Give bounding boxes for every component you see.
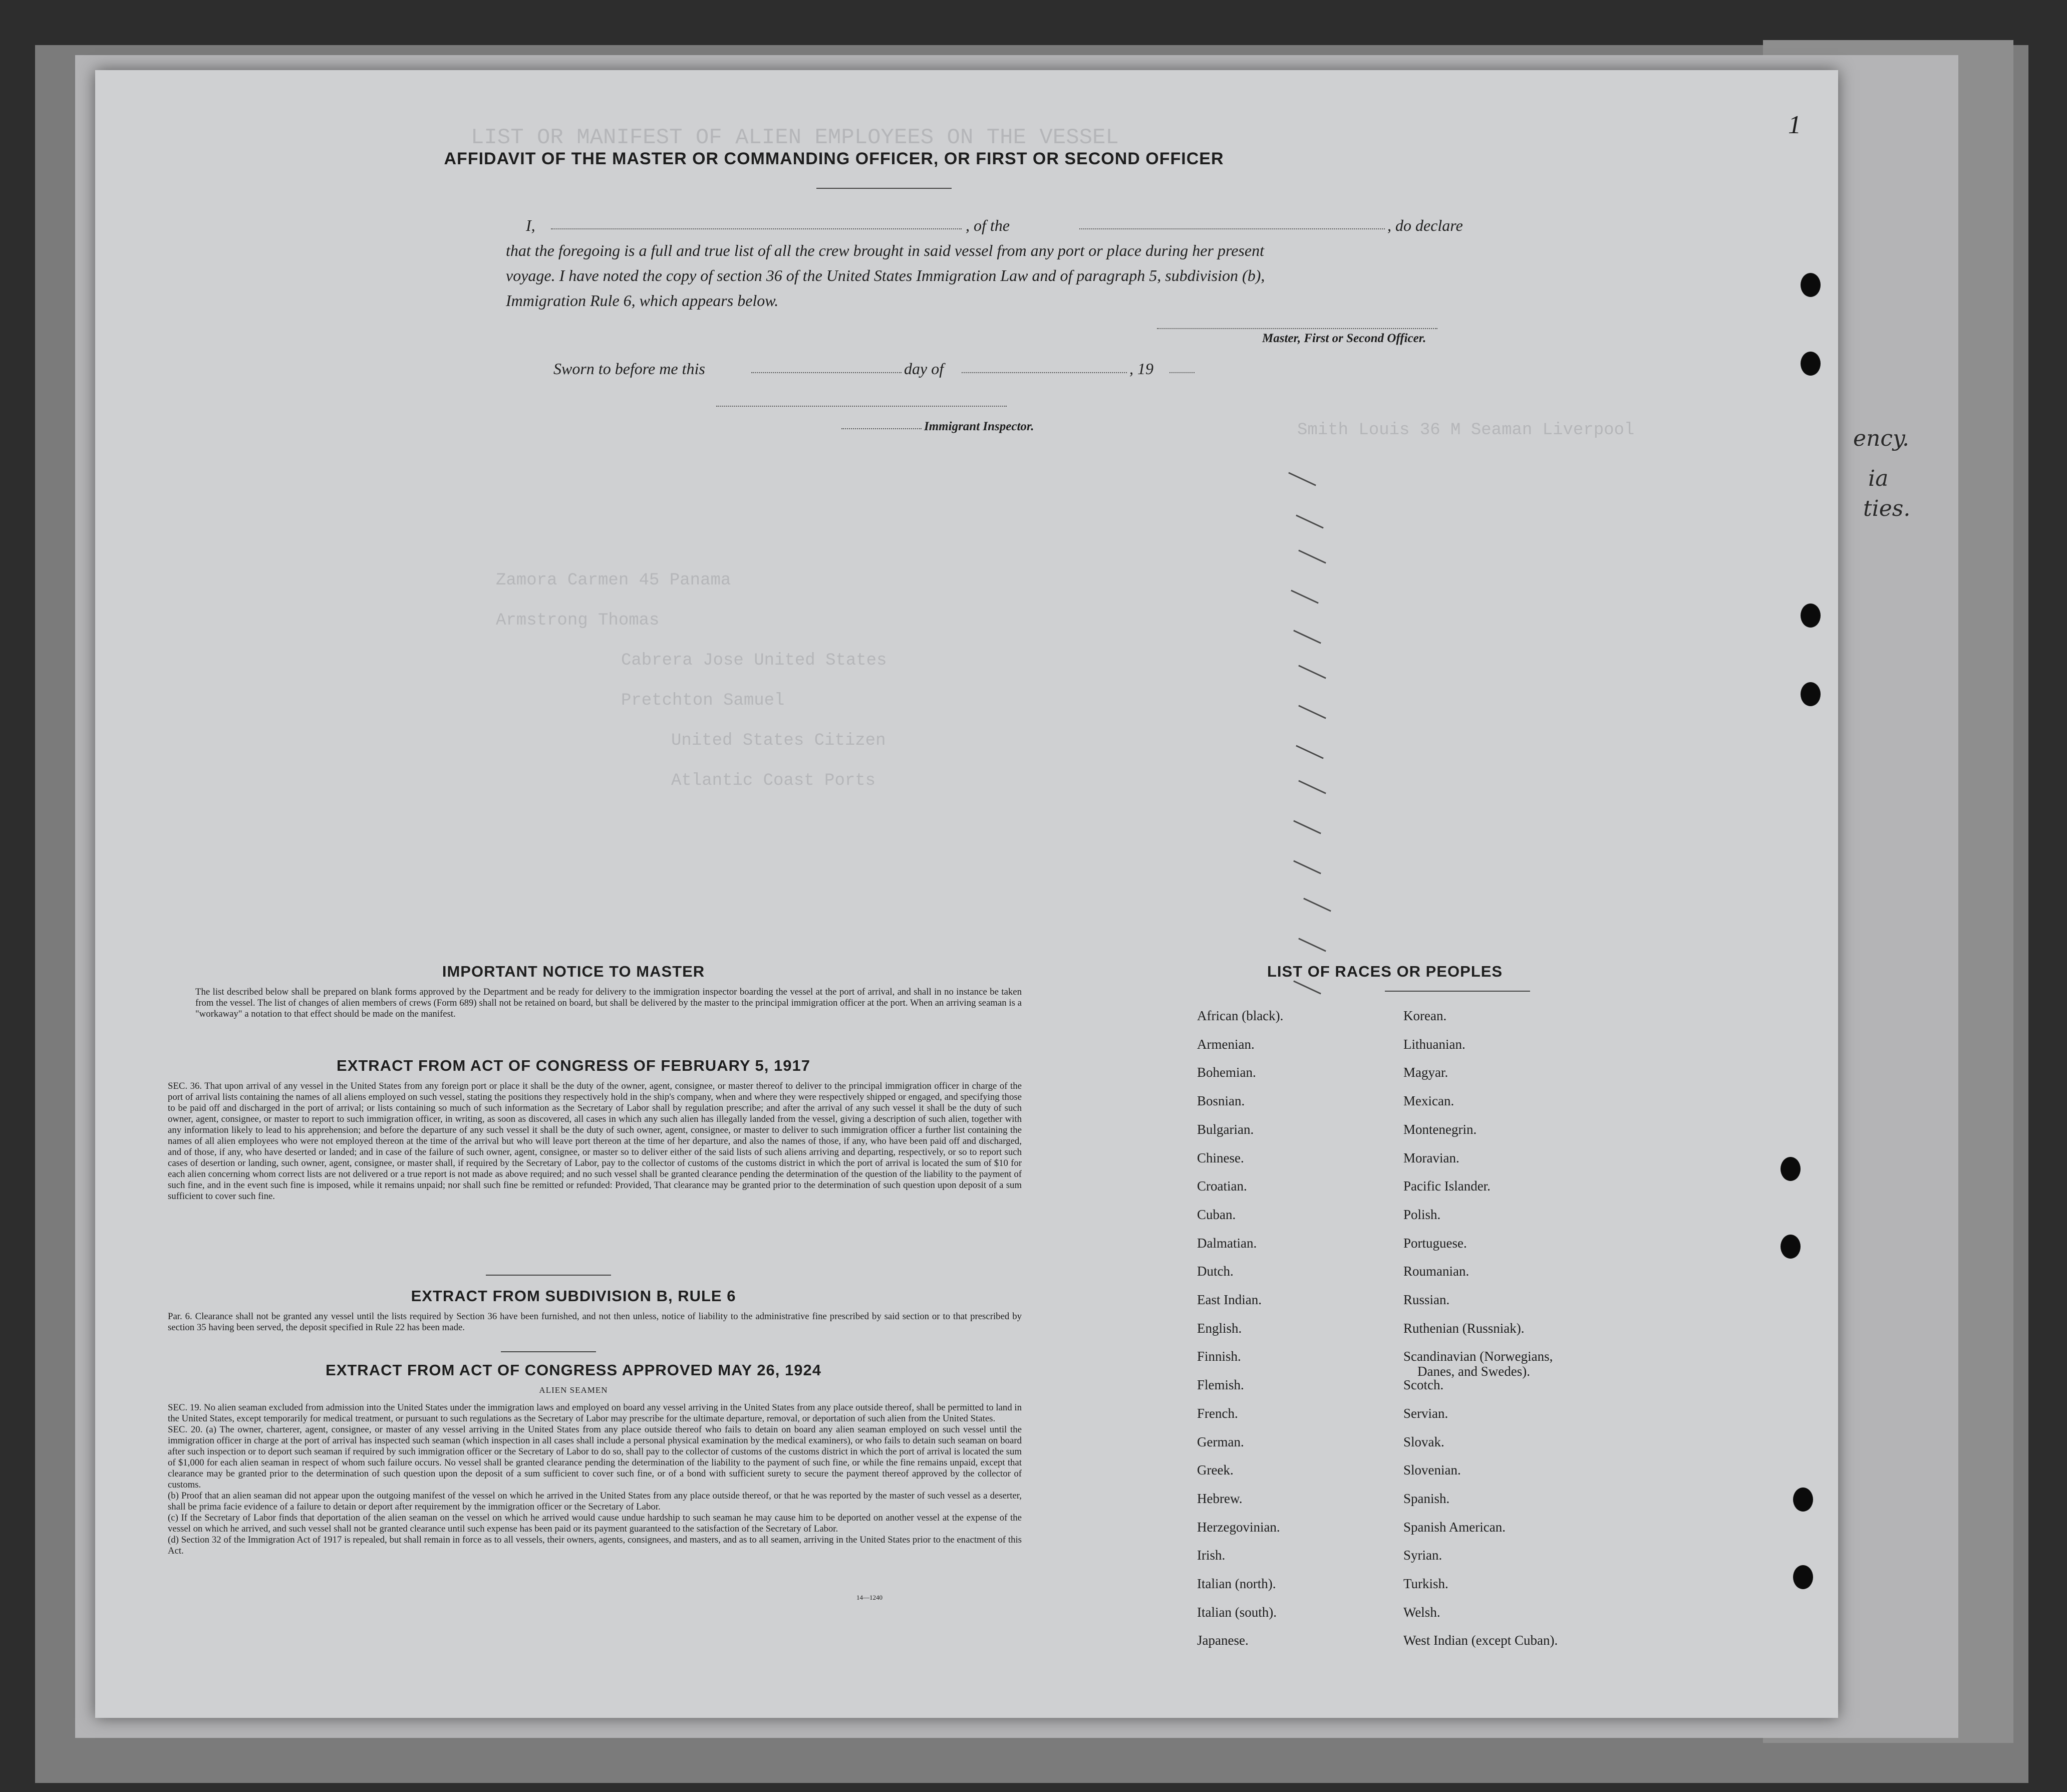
race-right-5: Moravian. [1403,1150,1459,1165]
handwritten-note-3: ties. [1863,496,1911,521]
race-left-1: Armenian. [1197,1036,1255,1052]
affidavit-i: I, [526,216,535,234]
sec-20a: SEC. 20. (a) The owner, charterer, agent, consignee, or master of any vessel arriving in the United States from any place outside thereof who fails to detain on board any alien seaman employed on such vessel until the immigration officer in charge at the port of arrival has inspected such seaman (which inspection in all cases shall include a personal physical examination by the medical examiners), or who fails to detain such seaman on board after such inspection or to deport such seaman if required by such immigration officer or the Secretary of Labor to do so, shall pay to the collector of customs of the customs district in which the port of arrival is located the sum of $1,000 for each alien seaman in respect of whom such failure occurs. No vessel shall be granted clearance pending the determination of the liability to the payment of such fine, or while the fine remains unpaid, except that clearance may be granted prior to the determination of such question upon the deposit of a sum sufficient to cover such fine, or of a bond with sufficient surety to secure the payment thereof approved by the collector of customs. [168,1424,1022,1490]
race-right-9: Roumanian. [1403,1264,1469,1279]
extract-1917-body: SEC. 36. That upon arrival of any vessel in the United States from any foreign port or place it shall be the duty of the owner, agent, consignee, or master thereof to deliver to the principal immigration officer in charge of the port of arrival lists containing the names of all aliens employed on such vessel, stating the positions they respectively hold in the ship's company, when and where they were respectively shipped or engaged, and specifying those to be paid off and discharged in the port of arrival; or lists containing so much of such information as the Secretary of Labor shall by regulation prescribe; and after the arrival of any such vessel it shall be the duty of such owner, agent, consignee, or master to report to such immigration officer, in writing, as soon as discovered, all cases in which any such alien has illegally landed from the vessel, giving a description of such alien, together with any information likely to lead to his apprehension; and before the departure of any such vessel it shall be the duty of such owner, agent, consignee, or master to deliver to such immigration officer a further list containing the names of all alien employees who were not employed thereon at the time of the arrival but who will leave port thereon at the time of her departure, and also the names of those, if any, who have been paid off and discharged, and of those, if any, who have deserted or landed; and in case of the failure of such owner, agent, consignee, or master so to deliver either of the said lists of such aliens arriving and departing, respectively, or so to report such cases of desertion or landing, such owner, agent, consignee, or master shall, if required by the Secretary of Labor, pay to the collector of customs of the customs district in which the port of arrival is located the sum of $10 for each alien concerning whom correct lists are not delivered or a true report is not made as above required; and no such vessel shall be granted clearance pending the determination of the question of the liability to the payment of such fine, and in the event such fine is imposed, while it remains unpaid; nor shall such fine be remitted or refunded: Provided, That clearance may be granted prior to the determination of such question upon deposit of a sum sufficient to cover such fine. [168,1081,1022,1202]
extract-rule6-body: Par. 6. Clearance shall not be granted any vessel until the lists required by Section 36 have been furnished, and not then unless, notice of liability to the administrative fine prescribed by said section or to that prescribed by section 35 having been served, the deposit specified in Rule 22 has been made. [168,1311,1022,1333]
punch-hole [1781,1235,1801,1259]
race-right-16: Slovak. [1403,1434,1444,1449]
race-left-0: African (black). [1197,1008,1284,1023]
race-left-15: German. [1197,1434,1244,1449]
sworn-day: day of [904,360,944,378]
race-right-1: Lithuanian. [1403,1036,1465,1052]
punch-hole [1781,1157,1801,1181]
sworn-prefix: Sworn to before me this [553,360,705,378]
extract-1924-body [168,1402,1022,1557]
notice-body: The list described below shall be prepared on blank forms approved by the Department and be ready for delivery to the immigration inspector boarding the vessel at the port of arrival, and shall in no instance be taken from the vessel. The list of changes of alien members of crews (Form 689) shall not be retained on board, but shall be delivered by the master to the principal immigration officer at the port. When an arriving seaman is a "workaway" a notation to that effect should be made on the manifest. [195,987,1022,1019]
punch-hole [1801,604,1821,628]
affidavit-declare: , do declare [1387,216,1463,234]
sworn-date-blank [751,372,902,373]
race-right-22: Welsh. [1403,1604,1440,1620]
notice-title: IMPORTANT NOTICE TO MASTER [442,963,705,980]
race-left-8: Dalmatian. [1197,1235,1257,1251]
race-left-10: East Indian. [1197,1292,1262,1307]
race-right-4: Montenegrin. [1403,1121,1477,1137]
race-right-7: Polish. [1403,1207,1441,1222]
sec-20b: (b) Proof that an alien seaman did not appear upon the outgoing manifest of the vessel on which he arrived in the United States from any place outside thereof, or that he was reported by the master of such vessel as a deserter, shall be prima facie evidence of a failure to detain or deport after requirement by the immigration officer or the Secretary of Labor. [168,1490,1022,1512]
race-right-10: Russian. [1403,1292,1450,1307]
affidavit-title: AFFIDAVIT OF THE MASTER OR COMMANDING OFFICER, OR FIRST OR SECOND OFFICER [444,149,1224,168]
section-rule [486,1275,611,1276]
name-blank [551,228,962,229]
sworn-year: , 19 [1129,360,1153,378]
race-left-22: Japanese. [1197,1633,1249,1648]
affidavit-page: LIST OR MANIFEST OF ALIEN EMPLOYEES ON THE VESSEL Smith Louis 36 M Seaman Liverpool Zamora Carmen 45 Panama Armstrong Thomas Cabrera Jose United States Pretchton Samuel United States Citizen Atlantic Coast Ports 1 AFFIDAVIT OF THE MASTER OR COMMANDING OFFICER, OR FIRST OR SECOND OFFICER I, , of the , do declare that the foregoing is a full and true list of all the crew brought in said vessel from any port or place during her present voyage. I have noted the copy of section 36 of the United States Immigration Law and of paragraph 5, subdivision (b), Immigration Rule 6, which appears below. Master, First or Second Officer. Sworn to before me this day of , 19 Immigrant Inspector. IMPORTANT NOTICE TO MASTER The list described below shall be prepared on blank forms approved by the Department and be ready for delivery to the immigration inspector boarding the vessel at the port of arrival, and shall in no instance be taken from the vessel. The list of changes of alien members of crews (Form 689) shall not be retained on board, but shall be delivered by the master to the principal immigration officer at the port. When an arriving seaman is a "workaway" a notation to that effect should be made on the manifest. EXTRACT FROM ACT OF CONGRESS OF FEBRUARY 5, 1917 SEC. 36. That upon arrival of any vessel in the United States from any foreign port or place it shall be the duty of the owner, agent, consignee, or master thereof to deliver to the principal immigration officer in charge of the port of arrival lists containing the names of all aliens employed on such vessel, stating the positions they respectively hold in the ship's company, when and where they were respectively shipped or engaged, and specifying those to be paid off and discharged in the port of arrival; or lists containing so much of such information as the Secretary of Labor shall by regulation prescribe; and after the arrival of any such vessel it shall be the duty of such owner, agent, consignee, or master to report to such immigration officer, in writing, as soon as discovered, all cases in which any such alien has illegally landed from the vessel, giving a description of such alien, together with any information likely to lead to his apprehension; and before the departure of any such vessel it shall be the duty of such owner, agent, consignee, or master to deliver to such immigration officer a further list containing the names of all alien employees who were not employed thereon at the time of the arrival but who will leave port thereon at the time of her departure, and also the names of those, if any, who have been paid off and discharged, and of those, if any, who have deserted or landed; and in case of the failure of such owner, agent, consignee, or master so to deliver either of the said lists of such aliens arriving and departing, respectively, or so to report such cases of desertion or landing, such owner, agent, consignee, or master shall, if required by the Secretary of Labor, pay to the collector of customs of the customs district in which the port of arrival is located the sum of $10 for each alien concerning whom correct lists are not delivered or a true report is not made as above required; and no such vessel shall be granted clearance pending the determination of the question of the liability to the payment of such fine, and in the event such fine is imposed, while it remains unpaid; nor shall such fine be remitted or refunded: Provided, That clearance may be granted prior to the determination of such question upon deposit of a sum sufficient to cover such fine. EXTRACT FROM SUBDIVISION B, RULE 6 Par. 6. Clearance shall not be granted any vessel until the lists required by Section 36 have been furnished, and not then unless, notice of liability to the administrative fine prescribed by said section or to that prescribed by section 35 having been served, the deposit specified in Rule 22 has been made. EXTRACT FROM ACT OF CONGRESS APPROVED MAY 26, 1924 ALIEN SEAMEN SEC. 19. No alien seaman excluded from admission into the United States under the immigration laws and employed on board any vessel arriving in the United States from any place outside thereof, shall be permitted to land in the United States, except temporarily for medical treatment, or pursuant to such regulations as the Secretary of Labor may prescribe for the ultimate departure, removal, or deportation of such alien from the United States. SEC. 20. (a) The owner, charterer, agent, consignee, or master of any vessel arriving in the United States from any place outside thereof who fails to detain on board any alien seaman employed on such vessel until the immigration officer in charge at the port of arrival has inspected such seaman (which inspection in all cases shall include a personal physical examination by the medical examiners), or who fails to detain such seaman on board after such inspection or to deport such seaman if required by such immigration officer or the Secretary of Labor to do so, shall pay to the collector of customs of the customs district in which the port of arrival is located the sum of $1,000 for each alien seaman in respect of whom such failure occurs. No vessel shall be granted clearance pending the determination of the liability to the payment of such fine, or while the fine remains unpaid, except that clearance may be granted prior to the determination of such question upon the deposit of a sum sufficient to cover such fine, or of a bond with sufficient surety to secure the payment thereof approved by the collector of customs. (b) Proof that an alien seaman did not appear upon the outgoing manifest of the vessel on which he arrived in the United States from any place outside thereof, or that he was reported by the master of such vessel as a deserter, shall be prima facie evidence of a failure to detain or deport after requirement by the immigration officer or the Secretary of Labor. (c) If the Secretary of Labor finds that deportation of the alien seaman on the vessel on which he arrived would cause undue hardship to such seaman he may cause him to be deported on another vessel at the expense of the vessel on which he arrived, and such vessel shall not be granted clearance until such expense has been paid or its payment guaranteed to the satisfaction of the Secretary of Labor. (d) Section 32 of the Immigration Act of 1917 is repealed, but shall remain in force as to all vessels, their owners, agents, consignees, and masters, and as to all seamen, arriving in the United States prior to the enactment of this Act. 14—1240 LIST OF RACES OR PEOPLES African (black). Armenian. Bohemian. Bosnian. Bulgarian. Chinese. Croatian. Cuban. Dalmatian. Dutch. East Indian. English. Finnish. Flemish. French. German. Greek. Hebrew. Herzegovinian. Irish. Italian (north). Italian (south). Japanese. Korean. Lithuanian. Magyar. Mexican. Montenegrin. Moravian. Pacific Islander. Polish. Portuguese. Roumanian. Russian. Ruthenian (Russniak). Scandinavian (Norwegians, Danes, and Swedes). Scotch. Servian. Slovak. Slovenian. Spanish. Spanish American. Syrian. Turkish. Welsh. West Indian (except Cuban). [95,70,1838,1718]
sworn-year-blank [1169,372,1195,373]
extract-rule6-title: EXTRACT FROM SUBDIVISION B, RULE 6 [411,1287,736,1305]
extract-1917-title: EXTRACT FROM ACT OF CONGRESS OF FEBRUARY 5, 1917 [337,1057,810,1074]
races-title: LIST OF RACES OR PEOPLES [1267,963,1503,980]
race-left-21: Italian (south). [1197,1604,1277,1620]
race-left-6: Croatian. [1197,1178,1247,1194]
race-right-21: Turkish. [1403,1576,1448,1591]
race-right-18: Spanish. [1403,1490,1450,1506]
race-left-7: Cuban. [1197,1207,1236,1222]
form-number: 14—1240 [856,1594,882,1601]
inspector-caption-lead [841,428,922,429]
handwritten-note-1: ency. [1853,426,1910,451]
vessel-blank [1079,228,1385,229]
race-left-4: Bulgarian. [1197,1121,1254,1137]
punch-hole [1793,1565,1813,1589]
section-rule [501,1351,596,1352]
punch-hole [1801,352,1821,376]
race-left-20: Italian (north). [1197,1576,1276,1591]
sec-19: SEC. 19. No alien seaman excluded from admission into the United States under the immigration laws and employed on board any vessel arriving in the United States from any place outside thereof, shall be permitted to land in the United States, except temporarily for medical treatment, or pursuant to such regulations as the Secretary of Labor may prescribe for the ultimate departure, removal, or deportation of such alien from the United States. [168,1402,1022,1424]
sec-20c: (c) If the Secretary of Labor finds that deportation of the alien seaman on the vessel on which he arrived would cause undue hardship to such seaman he may cause him to be deported on another vessel at the expense of the vessel on which he arrived, and such vessel shall not be granted clearance until such expense has been paid or its payment guaranteed to the satisfaction of the Secretary of Labor. [168,1513,1022,1534]
extract-1924-subtitle: ALIEN SEAMEN [539,1385,608,1395]
punch-hole [1801,682,1821,706]
race-left-19: Irish. [1197,1548,1226,1563]
inspector-caption: Immigrant Inspector. [924,420,1034,433]
punch-hole [1801,273,1821,297]
race-right-12: Scandinavian (Norwegians, [1403,1349,1553,1364]
extract-1924-title: EXTRACT FROM ACT OF CONGRESS APPROVED MAY 26, 1924 [326,1361,821,1379]
race-right-20: Syrian. [1403,1548,1442,1563]
race-left-14: French. [1197,1405,1238,1421]
race-right-17: Slovenian. [1403,1462,1461,1478]
sec-20d: (d) Section 32 of the Immigration Act of 1917 is repealed, but shall remain in force as to all vessels, their owners, agents, consignees, and masters, and as to all seamen, arriving in the United States prior to the enactment of this Act. [168,1535,1022,1556]
races-rule [1385,991,1530,992]
race-right-14: Scotch. [1403,1377,1444,1393]
punch-hole [1793,1487,1813,1512]
master-signature-blank [1157,328,1437,329]
race-right-3: Mexican. [1403,1093,1454,1109]
race-left-5: Chinese. [1197,1150,1244,1165]
handwritten-note-2: ia [1868,466,1889,491]
race-left-9: Dutch. [1197,1264,1234,1279]
race-right-8: Portuguese. [1403,1235,1467,1251]
race-right-23: West Indian (except Cuban). [1403,1633,1558,1648]
title-rule [816,188,952,189]
affidavit-line-3: voyage. I have noted the copy of section 36 of the United States Immigration Law and of paragraph 5, subdivision (b), [506,266,1265,284]
race-left-16: Greek. [1197,1462,1234,1478]
affidavit-line-4: Immigration Rule 6, which appears below. [506,291,779,310]
race-left-18: Herzegovinian. [1197,1519,1280,1535]
race-left-17: Hebrew. [1197,1490,1243,1506]
race-left-13: Flemish. [1197,1377,1244,1393]
race-right-2: Magyar. [1403,1065,1448,1080]
race-left-11: English. [1197,1320,1242,1336]
race-right-0: Korean. [1403,1008,1447,1023]
race-right-19: Spanish American. [1403,1519,1506,1535]
affidavit-of-the: , of the [966,216,1010,234]
race-right-11: Ruthenian (Russniak). [1403,1320,1525,1336]
master-caption: Master, First or Second Officer. [1262,332,1426,345]
inspector-signature-blank [716,406,1007,407]
race-right-6: Pacific Islander. [1403,1178,1491,1194]
race-left-12: Finnish. [1197,1349,1241,1364]
race-right-13: Danes, and Swedes). [1417,1364,1530,1379]
affidavit-line-2: that the foregoing is a full and true list of all the crew brought in said vessel from any port or place during her present [506,241,1264,259]
race-left-2: Bohemian. [1197,1065,1256,1080]
race-right-15: Servian. [1403,1405,1448,1421]
corner-mark: 1 [1788,111,1801,139]
race-left-3: Bosnian. [1197,1093,1245,1109]
sworn-month-blank [962,372,1127,373]
